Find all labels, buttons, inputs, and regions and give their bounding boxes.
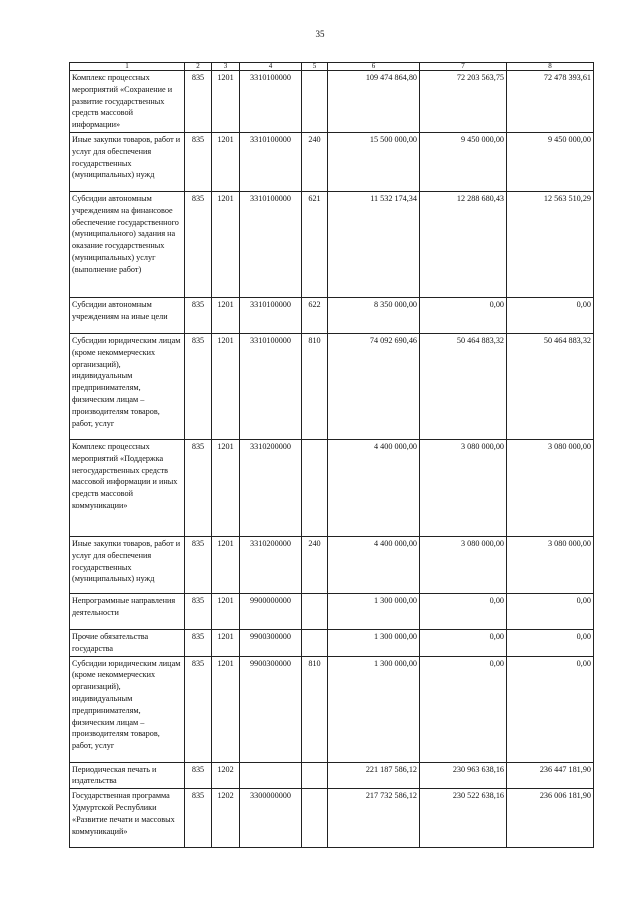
amount-cell: 15 500 000,00 xyxy=(328,132,420,191)
amount-cell: 4 400 000,00 xyxy=(328,439,420,536)
amount-cell: 236 006 181,90 xyxy=(507,789,594,848)
table-row xyxy=(70,629,594,656)
header-cell: 8 xyxy=(507,63,594,71)
expense-kind-cell xyxy=(302,71,328,133)
amount-cell: 12 563 510,29 xyxy=(507,191,594,297)
amount-cell: 236 447 181,90 xyxy=(507,762,594,789)
header-cell: 7 xyxy=(420,63,507,71)
table-row xyxy=(70,762,594,789)
amount-cell: 0,00 xyxy=(507,656,594,762)
table-row xyxy=(70,656,594,762)
amount-cell: 3 080 000,00 xyxy=(420,439,507,536)
section-code-cell: 1201 xyxy=(212,439,240,536)
amount-cell: 50 464 883,32 xyxy=(507,333,594,439)
target-code-cell: 3310100000 xyxy=(240,71,302,133)
row-name-cell: Прочие обязательства государства xyxy=(70,629,185,656)
section-code-cell: 1201 xyxy=(212,656,240,762)
section-code-cell: 1202 xyxy=(212,789,240,848)
amount-cell: 230 522 638,16 xyxy=(420,789,507,848)
row-name-cell: Комплекс процессных мероприятий «Поддержка негосударственных средств массовой информации и иных средств массовой коммуникации» xyxy=(70,439,185,536)
admin-code-cell: 835 xyxy=(185,297,212,333)
admin-code-cell: 835 xyxy=(185,536,212,593)
target-code-cell xyxy=(240,762,302,789)
amount-cell: 221 187 586,12 xyxy=(328,762,420,789)
admin-code-cell: 835 xyxy=(185,789,212,848)
amount-cell: 4 400 000,00 xyxy=(328,536,420,593)
table-row xyxy=(70,789,594,848)
amount-cell: 109 474 864,80 xyxy=(328,71,420,133)
target-code-cell: 3310100000 xyxy=(240,132,302,191)
target-code-cell: 9900300000 xyxy=(240,629,302,656)
expense-kind-cell xyxy=(302,629,328,656)
table-row xyxy=(70,132,594,191)
header-cell: 4 xyxy=(240,63,302,71)
table-row xyxy=(70,297,594,333)
expense-kind-cell: 810 xyxy=(302,656,328,762)
admin-code-cell: 835 xyxy=(185,593,212,629)
target-code-cell: 9900000000 xyxy=(240,593,302,629)
section-code-cell: 1201 xyxy=(212,333,240,439)
row-name-cell: Субсидии автономным учреждениям на финансовое обеспечение государственного (муниципального) задания на оказание государственных (муниципальных) услуг (выполнение работ) xyxy=(70,191,185,297)
expense-kind-cell: 810 xyxy=(302,333,328,439)
amount-cell: 50 464 883,32 xyxy=(420,333,507,439)
target-code-cell: 3310100000 xyxy=(240,333,302,439)
admin-code-cell: 835 xyxy=(185,191,212,297)
amount-cell: 217 732 586,12 xyxy=(328,789,420,848)
header-cell: 1 xyxy=(70,63,185,71)
amount-cell: 72 478 393,61 xyxy=(507,71,594,133)
amount-cell: 0,00 xyxy=(420,593,507,629)
admin-code-cell: 835 xyxy=(185,629,212,656)
row-name-cell: Государственная программа Удмуртской Республики «Развитие печати и массовых коммуникаций» xyxy=(70,789,185,848)
amount-cell: 0,00 xyxy=(507,629,594,656)
amount-cell: 1 300 000,00 xyxy=(328,593,420,629)
header-cell: 6 xyxy=(328,63,420,71)
section-code-cell: 1201 xyxy=(212,297,240,333)
amount-cell: 1 300 000,00 xyxy=(328,656,420,762)
section-code-cell: 1201 xyxy=(212,629,240,656)
expense-kind-cell xyxy=(302,439,328,536)
row-name-cell: Субсидии юридическим лицам (кроме некоммерческих организаций), индивидуальным предпринимателям, физическим лицам – производителям товаров, работ, услуг xyxy=(70,333,185,439)
admin-code-cell: 835 xyxy=(185,762,212,789)
amount-cell: 3 080 000,00 xyxy=(507,536,594,593)
page-number: 35 xyxy=(315,29,325,39)
amount-cell: 0,00 xyxy=(507,297,594,333)
amount-cell: 0,00 xyxy=(420,297,507,333)
amount-cell: 0,00 xyxy=(420,656,507,762)
target-code-cell: 3310100000 xyxy=(240,191,302,297)
admin-code-cell: 835 xyxy=(185,333,212,439)
section-code-cell: 1201 xyxy=(212,536,240,593)
amount-cell: 3 080 000,00 xyxy=(507,439,594,536)
row-name-cell: Субсидии юридическим лицам (кроме некоммерческих организаций), индивидуальным предпринимателям, физическим лицам – производителям товаров, работ, услуг xyxy=(70,656,185,762)
amount-cell: 72 203 563,75 xyxy=(420,71,507,133)
amount-cell: 9 450 000,00 xyxy=(420,132,507,191)
admin-code-cell: 835 xyxy=(185,71,212,133)
expense-kind-cell: 240 xyxy=(302,536,328,593)
row-name-cell: Комплекс процессных мероприятий «Сохранение и развитие государственных средств массовой информации» xyxy=(70,71,185,133)
target-code-cell: 3300000000 xyxy=(240,789,302,848)
admin-code-cell: 835 xyxy=(185,132,212,191)
admin-code-cell: 835 xyxy=(185,439,212,536)
row-name-cell: Иные закупки товаров, работ и услуг для обеспечения государственных (муниципальных) нужд xyxy=(70,536,185,593)
target-code-cell: 9900300000 xyxy=(240,656,302,762)
section-code-cell: 1201 xyxy=(212,191,240,297)
amount-cell: 12 288 680,43 xyxy=(420,191,507,297)
target-code-cell: 3310200000 xyxy=(240,439,302,536)
amount-cell: 230 963 638,16 xyxy=(420,762,507,789)
header-cell: 5 xyxy=(302,63,328,71)
expense-kind-cell xyxy=(302,789,328,848)
expense-kind-cell: 240 xyxy=(302,132,328,191)
header-cell: 2 xyxy=(185,63,212,71)
row-name-cell: Периодическая печать и издательства xyxy=(70,762,185,789)
table-row xyxy=(70,191,594,297)
amount-cell: 8 350 000,00 xyxy=(328,297,420,333)
table-row xyxy=(70,439,594,536)
table-row xyxy=(70,536,594,593)
amount-cell: 0,00 xyxy=(420,629,507,656)
amount-cell: 0,00 xyxy=(507,593,594,629)
admin-code-cell: 835 xyxy=(185,656,212,762)
row-name-cell: Непрограммные направления деятельности xyxy=(70,593,185,629)
amount-cell: 3 080 000,00 xyxy=(420,536,507,593)
header-cell: 3 xyxy=(212,63,240,71)
amount-cell: 11 532 174,34 xyxy=(328,191,420,297)
target-code-cell: 3310200000 xyxy=(240,536,302,593)
table-row xyxy=(70,593,594,629)
section-code-cell: 1202 xyxy=(212,762,240,789)
table-row xyxy=(70,333,594,439)
expense-kind-cell xyxy=(302,762,328,789)
expense-kind-cell: 621 xyxy=(302,191,328,297)
amount-cell: 1 300 000,00 xyxy=(328,629,420,656)
expense-kind-cell: 622 xyxy=(302,297,328,333)
amount-cell: 9 450 000,00 xyxy=(507,132,594,191)
expense-kind-cell xyxy=(302,593,328,629)
amount-cell: 74 092 690,46 xyxy=(328,333,420,439)
section-code-cell: 1201 xyxy=(212,593,240,629)
budget-table xyxy=(69,62,594,848)
row-name-cell: Субсидии автономным учреждениям на иные цели xyxy=(70,297,185,333)
section-code-cell: 1201 xyxy=(212,132,240,191)
table-header-row xyxy=(70,63,594,71)
row-name-cell: Иные закупки товаров, работ и услуг для обеспечения государственных (муниципальных) нужд xyxy=(70,132,185,191)
target-code-cell: 3310100000 xyxy=(240,297,302,333)
table-row xyxy=(70,71,594,133)
section-code-cell: 1201 xyxy=(212,71,240,133)
